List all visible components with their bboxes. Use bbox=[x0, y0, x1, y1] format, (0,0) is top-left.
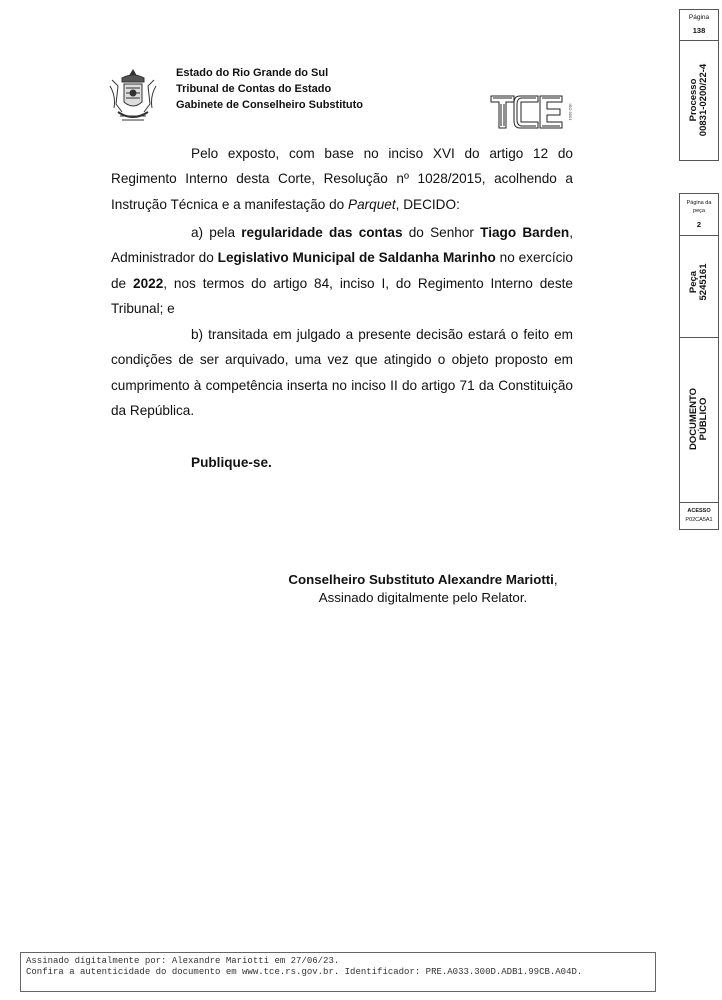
sidebar-process-box bbox=[679, 9, 719, 161]
publish-order: Publique-se. bbox=[191, 455, 272, 470]
signer-comma: , bbox=[553, 572, 558, 587]
administrator-name: Tiago Barden bbox=[480, 225, 570, 240]
footer-authenticity-line: Confira a autenticidade do documento em www.tce.rs.gov.br. Identificador: PRE.A033.300D.ADB1.99CB.A04D. bbox=[26, 967, 583, 977]
regularity-term: regularidade das contas bbox=[241, 225, 403, 240]
page-piece-number: 2 bbox=[696, 220, 702, 229]
process-number bbox=[689, 64, 709, 136]
piece-number bbox=[689, 264, 709, 301]
iso-label: ISO 9001 bbox=[568, 103, 573, 121]
paragraph-item-b bbox=[111, 322, 573, 423]
piece-value: 5245161 bbox=[698, 263, 709, 301]
access-code: P02CA5A1 bbox=[685, 517, 713, 523]
page-number: 138 bbox=[692, 26, 706, 35]
parquet-term: Parquet bbox=[348, 196, 396, 212]
process-value: 00831-0200/22-4 bbox=[698, 63, 709, 137]
divider bbox=[680, 40, 718, 41]
text-run: , Administrador do bbox=[111, 225, 573, 266]
entity-name: Legislativo Municipal de Saldanha Marinho bbox=[217, 250, 496, 266]
digital-signature-footer bbox=[20, 952, 656, 992]
fiscal-year: 2022 bbox=[133, 275, 164, 291]
public-label: PÚBLICO bbox=[698, 397, 709, 441]
tce-logo bbox=[490, 93, 572, 131]
page-piece-label: Página da bbox=[686, 200, 712, 206]
institution-header bbox=[176, 65, 363, 113]
public-document-label bbox=[689, 388, 709, 450]
signature-note: Assinado digitalmente pelo Relator. bbox=[318, 590, 528, 605]
paragraph-decision-intro bbox=[111, 141, 573, 217]
text-run: no exercício de bbox=[111, 250, 573, 291]
text-run: Pelo exposto, com base no inciso XVI do artigo 12 do Regimento Interno desta Corte, Resolução nº 1028/2015, acolhendo a Instrução Técnica e a manifestação do bbox=[111, 146, 573, 212]
divider bbox=[680, 235, 718, 236]
document-label: DOCUMENTO bbox=[688, 387, 699, 451]
piece-label: Peça bbox=[688, 270, 699, 294]
signature-block bbox=[250, 571, 596, 607]
state-name: Estado do Rio Grande do Sul bbox=[176, 67, 329, 79]
divider bbox=[680, 337, 718, 338]
coat-of-arms-icon bbox=[108, 66, 158, 128]
footer-signed-line: Assinado digitalmente por: Alexandre Mariotti em 27/06/23. bbox=[26, 956, 340, 966]
page-piece-label-2: peça bbox=[693, 208, 705, 214]
signer-name: Conselheiro Substituto Alexandre Mariotti bbox=[288, 572, 554, 587]
office-name: Gabinete de Conselheiro Substituto bbox=[176, 99, 364, 111]
text-run: b) transitada em julgado a presente decisão estará o feito em condições de ser arquivado, uma vez que atingido o objeto proposto em cumprimento à competência inserta no inciso II do artigo 71 da Constituição da República. bbox=[111, 327, 573, 418]
process-label: Processo bbox=[688, 78, 699, 122]
text-run: , nos termos do artigo 84, inciso I, do Regimento Interno deste Tribunal; e bbox=[111, 275, 573, 316]
text-run: do Senhor bbox=[402, 225, 481, 240]
sidebar-document-box bbox=[679, 193, 719, 530]
paragraph-item-a bbox=[111, 220, 573, 321]
access-label: ACESSO bbox=[687, 508, 711, 514]
divider bbox=[680, 502, 718, 503]
text-run: a) pela bbox=[191, 225, 242, 240]
court-name: Tribunal de Contas do Estado bbox=[176, 83, 332, 95]
page-label: Página bbox=[688, 14, 710, 21]
text-run: , DECIDO: bbox=[395, 196, 460, 212]
